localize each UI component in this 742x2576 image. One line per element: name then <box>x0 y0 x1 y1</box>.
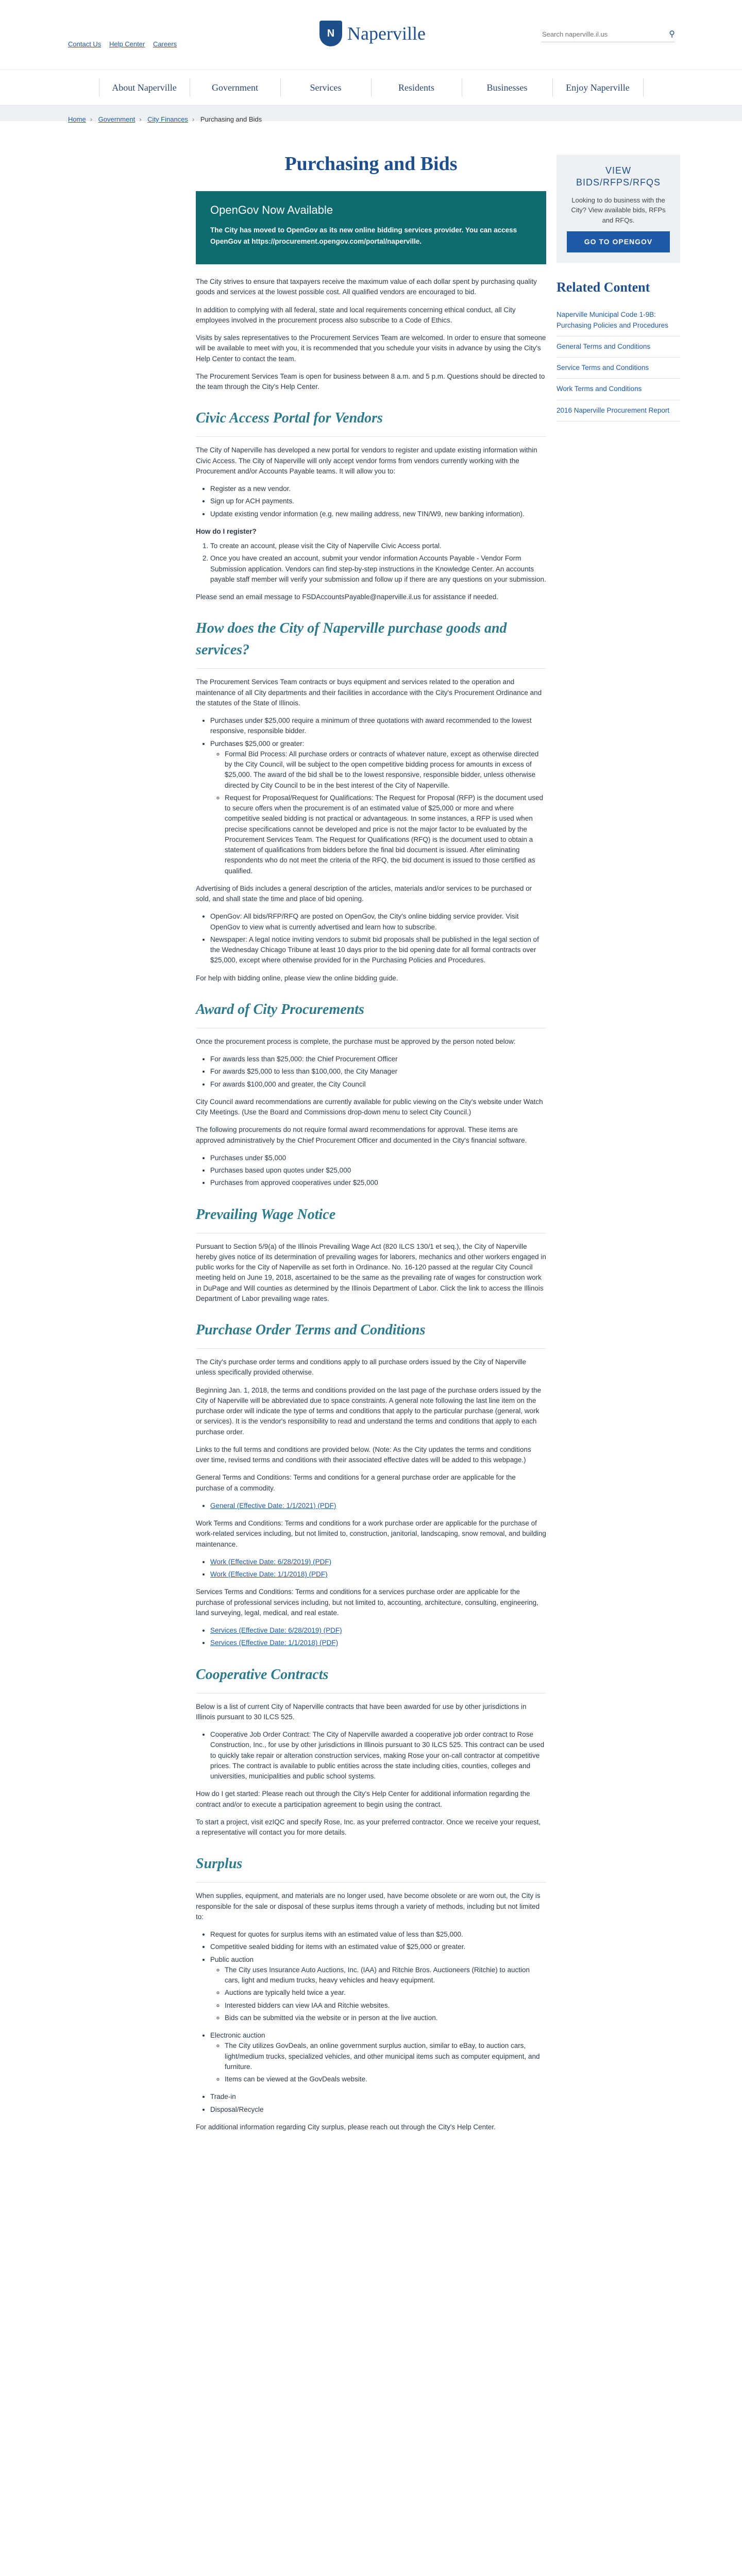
list-item: • Cooperative Job Order Contract: The City of Naperville awarded a cooperative job order contract to Rose Construction, Inc., for use by other jurisdictions in Illinois pursuant to 30 ILCS 525. This contract can be used to quickly take repair or alteration construction services, making Rose your on-call contractor at competitive prices. The contract is available to public entities across the state including cities, counties, colleges and universities, municipalities and public school systems. <box>210 1730 546 1782</box>
intro-p4: The Procurement Services Team is open for business between 8 a.m. and 5 p.m. Questions should be directed to the team through the City's Help Center. <box>196 372 545 391</box>
top-link-help[interactable]: Help Center <box>109 40 145 48</box>
site-logo[interactable] <box>319 20 426 47</box>
award-list <box>196 1054 546 1090</box>
nav-services[interactable]: Services <box>281 78 372 97</box>
advertising-list <box>196 911 546 965</box>
work-terms-link[interactable]: Work (Effective Date: 1/1/2018) (PDF) <box>210 1570 328 1579</box>
view-bids-title: VIEW BIDS/RFPS/RFQS <box>576 165 661 188</box>
nav-about[interactable]: About Naperville <box>99 78 190 97</box>
view-bids-box <box>556 155 680 263</box>
list-item: • Purchases from approved cooperatives under $25,000 <box>210 1178 546 1188</box>
coop-start-q: How do I get started: Please reach out through the City's Help Center for additional information regarding the contract and/or to execute a participation agreement to begin using the contract. <box>196 1790 530 1808</box>
list-item: • Update existing vendor information (e.g. new mailing address, new TIN/W9, new banking information). <box>210 509 546 519</box>
page-title: Purchasing and Bids <box>284 153 458 175</box>
po-p2: Beginning Jan. 1, 2018, the terms and conditions provided on the last page of the purchase orders issued by the City of Naperville will be abbreviated due to space constraints. A general note following the last line item on the purchase order will indicate the type of terms and conditions that apply to the particular purchase (general, work or services). It is the vendor's responsibility to read and understand the terms and conditions that apply to each purchase order. <box>196 1386 542 1436</box>
opengov-notice <box>196 191 546 264</box>
breadcrumb: Home › Government › City Finances › Purchasing and Bids <box>68 115 262 123</box>
list-item <box>210 739 546 876</box>
exempt-list <box>196 1153 546 1189</box>
advertising-text: Advertising of Bids includes a general description of the articles, materials and/or services to be purchased or sold, and shall state the time and place of bid opening. <box>196 884 532 903</box>
breadcrumb-finances[interactable]: City Finances <box>147 115 188 123</box>
list-item: • Register as a new vendor. <box>210 484 546 494</box>
list-item: ◦ The City utilizes GovDeals, an online government surplus auction, similar to eBay, to auction cars, light/medium trucks, specialized vehicles, and other municipal items such as computer equipment, and furniture. <box>225 2041 546 2072</box>
list-item: 1. To create an account, please visit the City of Naperville Civic Access portal. <box>210 541 546 551</box>
intro-p3: Visits by sales representatives to the Procurement Services Team are welcomed. In order to ensure that someone will be available to meet with you, it is recommended that you schedule your visits in advance by using the City's Help Center to contact the team. <box>196 334 546 363</box>
list-item: ◦ Items can be viewed at the GovDeals website. <box>225 2074 546 2084</box>
list-item: • Purchases based upon quotes under $25,000 <box>210 1165 546 1176</box>
top-link-contact[interactable]: Contact Us <box>68 40 102 48</box>
general-terms-link[interactable]: General (Effective Date: 1/1/2021) (PDF) <box>210 1501 336 1510</box>
list-item: • Sign up for ACH payments. <box>210 496 546 506</box>
search-input[interactable] <box>541 30 669 39</box>
surplus-heading: Surplus <box>196 1856 243 1872</box>
work-terms-link[interactable]: Work (Effective Date: 6/28/2019) (PDF) <box>210 1557 332 1566</box>
logo-text: Naperville <box>347 23 426 44</box>
divider <box>196 668 546 669</box>
top-links <box>68 39 183 49</box>
bidding-help: For help with bidding online, please view the online bidding guide. <box>196 974 398 982</box>
search-icon[interactable]: ⚲ <box>669 29 675 39</box>
opengov-title: OpenGov Now Available <box>210 204 333 216</box>
search-bar <box>541 27 675 42</box>
howbuy-text: The Procurement Services Team contracts or buys equipment and services related to the operation and maintenance of all City departments and their facilities in accordance with the City's Procurement Ordinance and the statutes of the State of Illinois. <box>196 678 542 707</box>
general-links <box>196 1501 546 1511</box>
po-services: Services Terms and Conditions: Terms and conditions for a services purchase order are applicable for the purchase of professional services including, but not limited to, accounting, architecture, consulting, engineering, land surveying, legal, medical, and real estate. <box>196 1588 538 1617</box>
list-item: ◦ The City uses Insurance Auto Auctions, Inc. (IAA) and Ritchie Bros. Auctioneers (Ritchie) to auction cars, light and medium trucks, heavy vehicles and heavy equipment. <box>225 1965 546 1986</box>
list-item <box>210 1569 546 1580</box>
work-links <box>196 1557 546 1580</box>
list-item: • Request for quotes for surplus items with an estimated value of less than $25,000. <box>210 1929 546 1940</box>
related-link[interactable]: Naperville Municipal Code 1-9B: Purchasing Policies and Procedures <box>556 304 680 336</box>
po-work: Work Terms and Conditions: Terms and conditions for a work purchase order are applicable for the purchase of work-related services including, but not limited to, construction, janitorial, landscaping, snow removal, and building maintenance. <box>196 1519 546 1548</box>
services-terms-link[interactable]: Services (Effective Date: 6/28/2019) (PDF) <box>210 1626 342 1635</box>
list-item: • For awards $100,000 and greater, the City Council <box>210 1079 546 1090</box>
naperville-logo-icon: N <box>319 21 342 46</box>
nav-businesses[interactable]: Businesses <box>462 78 553 97</box>
award-council: City Council award recommendations are currently available for public viewing on the City's website under Watch City Meetings. (Use the Board and Commissions drop-down menu to select City Council.) <box>196 1097 543 1116</box>
coop-list <box>196 1730 546 1782</box>
divider <box>196 1882 546 1883</box>
main-nav <box>0 70 742 106</box>
list-item <box>210 1501 546 1511</box>
list-item: • Competitive sealed bidding for items with an estimated value of $25,000 or greater. <box>210 1942 546 1952</box>
go-to-opengov-button[interactable]: GO TO OPENGOV <box>567 231 670 252</box>
civic-email-note: Please send an email message to FSDAccountsPayable@naperville.il.us for assistance if needed. <box>196 593 499 601</box>
coop-start: To start a project, visit ezIQC and specify Rose, Inc. as your preferred contractor. Once we receive your request, a representative will contact you for more details. <box>196 1818 541 1837</box>
list-item: 2. Once you have created an account, submit your vendor information Accounts Payable - Vendor Form Submission application. Vendors can find step-by-step instructions in the Knowledge Center. An accounts payable staff member will verify your submission and follow up if there are any questions on your submission. <box>210 553 546 585</box>
divider <box>196 1348 546 1349</box>
nav-enjoy[interactable]: Enjoy Naperville <box>553 78 644 97</box>
howbuy-list <box>196 716 546 876</box>
list-item: ◦ Interested bidders can view IAA and Ritchie websites. <box>225 2001 546 2011</box>
main-content <box>196 149 546 2140</box>
register-question: How do I register? <box>196 527 257 535</box>
list-item: • For awards $25,000 to less than $100,000, the City Manager <box>210 1066 546 1077</box>
list-item: ◦ Request for Proposal/Request for Qualifications: The Request for Proposal (RFP) is the document used to secure offers when the procurement is of an estimated value of $25,000 or more and where competitive sealed bidding is not practical or advantageous. In some instances, a RFP is used when precise specifications cannot be developed and price is not the major factor to be evaluated by the Procurement Services Team. The Request for Qualifications (RFQ) is the document used to obtain a statement of qualifications from bidders before the final bid document is issued. After eliminating respondents who do not meet the criteria of the RFQ, the bid document is issued to those certified as qualified. <box>225 793 546 876</box>
breadcrumb-home[interactable]: Home <box>68 115 86 123</box>
surplus-list <box>196 1929 546 2115</box>
related-content-title: Related Content <box>556 280 650 295</box>
award-text: Once the procurement process is complete, the purchase must be approved by the person noted below: <box>196 1037 516 1045</box>
divider <box>196 436 546 437</box>
prevailing-heading: Prevailing Wage Notice <box>196 1206 336 1223</box>
nav-residents[interactable]: Residents <box>372 78 462 97</box>
breadcrumb-current: Purchasing and Bids <box>200 115 262 123</box>
civic-heading: Civic Access Portal for Vendors <box>196 410 383 427</box>
coop-heading: Cooperative Contracts <box>196 1666 329 1683</box>
sidebar <box>556 155 680 421</box>
list-item: ◦ Bids can be submitted via the website or in person at the live auction. <box>225 2013 546 2023</box>
civic-list <box>196 484 546 519</box>
nav-government[interactable]: Government <box>190 78 281 97</box>
list-item: • For awards less than $25,000: the Chief Procurement Officer <box>210 1054 546 1064</box>
list-item <box>210 1638 546 1648</box>
po-p3: Links to the full terms and conditions are provided below. (Note: As the City updates the terms and conditions over time, revised terms and conditions with their associated effective dates will be added to this webpage.) <box>196 1445 531 1464</box>
civic-text: The City of Naperville has developed a new portal for vendors to register and update existing information within Civic Access. The City of Naperville will only accept vendor forms from vendors currently working with the Procurement and/or Accounts Payable teams. It will allow you to: <box>196 446 537 475</box>
list-item: • Disposal/Recycle <box>210 2105 546 2115</box>
list-item: • Purchases under $25,000 require a minimum of three quotations with award recommended to the lowest responsive, responsible bidder. <box>210 716 546 737</box>
register-steps <box>196 541 546 585</box>
list-item: • Purchases under $5,000 <box>210 1153 546 1163</box>
po-general: General Terms and Conditions: Terms and conditions for a general purchase order are applicable for the purchase of a commodity. <box>196 1473 516 1492</box>
coop-text: Below is a list of current City of Naperville contracts that have been awarded for use by other jurisdictions in Illinois pursuant to 30 ILCS 525. <box>196 1702 527 1721</box>
award-heading: Award of City Procurements <box>196 1001 364 1018</box>
award-exempt: The following procurements do not require formal award recommendations for approval. These items are approved administratively by the Chief Procurement Officer and documented in the City's financial software. <box>196 1126 527 1144</box>
related-link[interactable]: Work Terms and Conditions <box>556 379 680 400</box>
header <box>0 0 742 70</box>
view-bids-text: Looking to do business with the City? View available bids, RFPs and RFQs. <box>571 196 666 224</box>
breadcrumb-government[interactable]: Government <box>98 115 136 123</box>
services-terms-link[interactable]: Services (Effective Date: 1/1/2018) (PDF) <box>210 1639 339 1647</box>
opengov-text: The City has moved to OpenGov as its new online bidding services provider. You can access OpenGov at https://procurement.opengov.com/portal/naperville. <box>210 226 517 245</box>
list-item <box>210 1955 546 2024</box>
list-item: • OpenGov: All bids/RFP/RFQ are posted on OpenGov, the City's online bidding service provider. Visit OpenGov to view what is currently advertised and learn how to subscribe. <box>210 911 546 933</box>
list-item-text: Purchases $25,000 or greater: <box>210 739 305 748</box>
intro-p1: The City strives to ensure that taxpayers receive the maximum value of each dollar spent by purchasing quality goods and services at the lowest possible cost. All qualified vendors are encouraged to bid. <box>196 278 537 296</box>
howbuy-sublist <box>210 749 546 876</box>
list-item <box>210 2030 546 2084</box>
intro-p2: In addition to complying with all federal, state and local requirements concerning ethical conduct, all City employees involved in the procurement process also subscribe to a Code of Ethics. <box>196 306 516 324</box>
list-item-text: Electronic auction <box>210 2031 265 2040</box>
surplus-text: When supplies, equipment, and materials are no longer used, have become obsolete or are worn out, the City is responsible for the sale or disposal of these surplus items through a variety of methods, including but not limited to: <box>196 1892 541 1921</box>
related-link[interactable]: General Terms and Conditions <box>556 336 680 358</box>
list-item: • Newspaper: A legal notice inviting vendors to submit bid proposals shall be published in the legal section of the Wednesday Chicago Tribune at least 10 days prior to the bid opening date for all formal contracts over $25,000, except where otherwise provided for in the Purchasing Policies and Procedures. <box>210 935 546 966</box>
list-item <box>210 1625 546 1636</box>
list-item: ◦ Formal Bid Process: All purchase orders or contracts of whatever nature, except as otherwise directed by the City Council, will be subject to the open competitive bidding process for amounts in excess of $25,000. The award of the bid shall be to the lowest responsive, responsible bidder, unless otherwise directed by City Council to be in the best interest of the City of Naperville. <box>225 749 546 791</box>
list-item-text: Public auction <box>210 1955 254 1963</box>
po-heading: Purchase Order Terms and Conditions <box>196 1322 426 1338</box>
top-link-careers[interactable]: Careers <box>153 40 177 48</box>
public-auction-sublist <box>210 1965 546 2023</box>
list-item: • Trade-in <box>210 2092 546 2102</box>
related-link[interactable]: 2016 Naperville Procurement Report <box>556 400 680 421</box>
prevailing-text: Pursuant to Section 5/9(a) of the Illinois Prevailing Wage Act (820 ILCS 130/1 et seq.), the City of Naperville hereby gives notice of its determination of prevailing wages for laborers, mechanics and other workers engaged in public works for the City of Naperville as set forth in Ordinance. No. 16-120 passed at the regular City Council meeting held on June 19, 2018, ascertained to be the same as the prevailing rate of wages for construction work in DuPage and Will counties as determined by the Illinois Department of Labor. Click the link to access the Illinois Department of Labor prevailing wage rates. <box>196 1242 546 1302</box>
services-links <box>196 1625 546 1649</box>
list-item: ◦ Auctions are typically held twice a year. <box>225 1988 546 1998</box>
e-auction-sublist <box>210 2041 546 2084</box>
list-item <box>210 1557 546 1567</box>
howbuy-heading: How does the City of Naperville purchase goods and services? <box>196 620 507 658</box>
surplus-closing: For additional information regarding City surplus, please reach out through the City's Help Center. <box>196 2123 496 2131</box>
related-link[interactable]: Service Terms and Conditions <box>556 358 680 379</box>
po-p1: The City's purchase order terms and conditions apply to all purchase orders issued by the City of Naperville unless specifically provided otherwise. <box>196 1358 527 1377</box>
